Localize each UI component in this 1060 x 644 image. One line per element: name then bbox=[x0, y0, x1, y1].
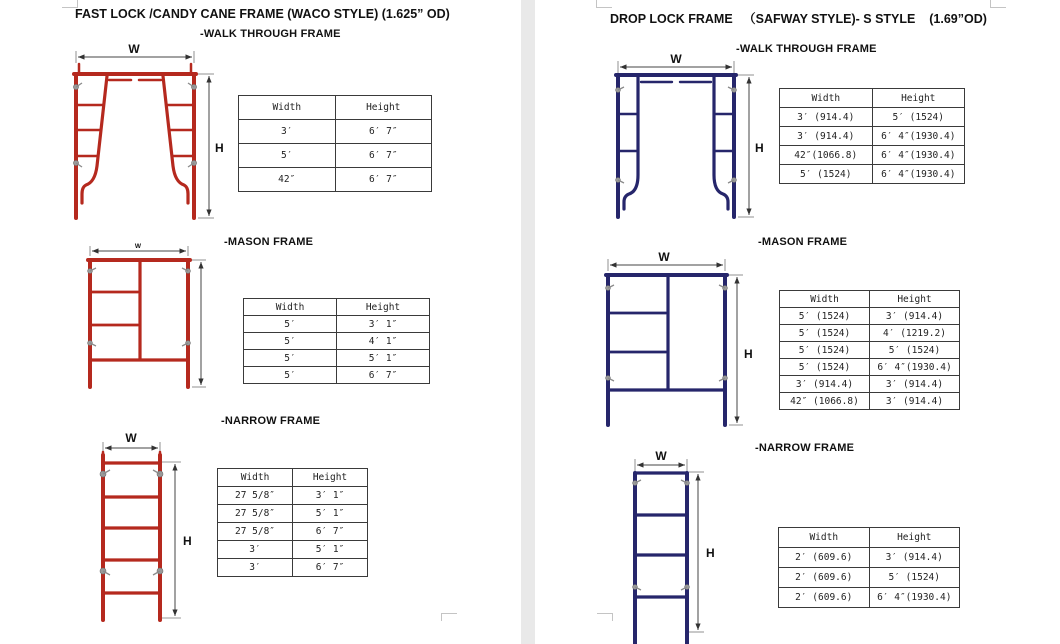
width-dim-label: W bbox=[655, 449, 667, 463]
table-row bbox=[780, 393, 960, 410]
width-dimension bbox=[618, 52, 734, 73]
table-cell: 3′ (914.4) bbox=[780, 127, 873, 146]
right-walkthrough-section-label: -WALK THROUGH FRAME bbox=[736, 43, 877, 55]
table-row bbox=[218, 505, 368, 523]
table-header-cell: Height bbox=[870, 291, 960, 308]
table-cell: 3′ bbox=[239, 120, 336, 144]
height-dimension bbox=[192, 260, 206, 387]
crop-mark bbox=[441, 613, 457, 621]
drop-lock-clamps bbox=[616, 87, 737, 183]
height-dim-label: H bbox=[706, 546, 715, 560]
table-cell: 3′ bbox=[218, 559, 293, 577]
left-walkthrough-section-label: -WALK THROUGH FRAME bbox=[200, 28, 341, 40]
table-header-cell: Width bbox=[244, 299, 337, 316]
table-cell: 5′ (1524) bbox=[869, 568, 960, 588]
table-cell: 6′ 4″(1930.4) bbox=[870, 359, 960, 376]
table-cell: 3′ (914.4) bbox=[870, 308, 960, 325]
left-narrow-section-label: -NARROW FRAME bbox=[221, 415, 321, 427]
table-cell: 5′ bbox=[244, 367, 337, 384]
width-dimension bbox=[608, 250, 725, 271]
width-dim-label: W bbox=[128, 42, 140, 56]
table-row bbox=[780, 127, 965, 146]
table-cell: 5′ (1524) bbox=[780, 165, 873, 184]
table-cell: 6′ 7″ bbox=[335, 120, 432, 144]
table-row bbox=[780, 108, 965, 127]
table-cell: 5′ 1″ bbox=[293, 505, 368, 523]
table-cell: 3′ 1″ bbox=[337, 316, 430, 333]
table-cell: 5′ bbox=[239, 144, 336, 168]
table-cell: 5′ (1524) bbox=[780, 359, 870, 376]
height-dimension bbox=[689, 472, 715, 632]
table-cell: 5′ (1524) bbox=[780, 325, 870, 342]
table-cell: 42″(1066.8) bbox=[780, 146, 873, 165]
table-row bbox=[780, 376, 960, 393]
crop-mark bbox=[990, 0, 1006, 8]
width-dimension bbox=[103, 431, 160, 454]
table-row bbox=[218, 523, 368, 541]
table-cell: 3′ (914.4) bbox=[870, 393, 960, 410]
height-dim-label: H bbox=[744, 347, 753, 361]
height-dim-label: H bbox=[755, 141, 764, 155]
table-row bbox=[239, 96, 432, 120]
frame-structure bbox=[74, 64, 196, 218]
table-cell: 2′ (609.6) bbox=[779, 548, 870, 568]
table-cell: 3′ (914.4) bbox=[780, 108, 873, 127]
table-cell: 4′ (1219.2) bbox=[870, 325, 960, 342]
right-page-title: DROP LOCK FRAME （SAFWAY STYLE)- S STYLE (1.69”OD) bbox=[610, 12, 987, 26]
table-row bbox=[780, 146, 965, 165]
table-cell: 5′ 1″ bbox=[293, 541, 368, 559]
frame-structure bbox=[88, 260, 190, 387]
table-row bbox=[218, 559, 368, 577]
table-cell: 6′ 4″(1930.4) bbox=[872, 127, 965, 146]
width-dimension bbox=[635, 449, 687, 471]
frame-structure bbox=[103, 452, 160, 620]
table-cell: 5′ (1524) bbox=[872, 108, 965, 127]
table-header-cell: Height bbox=[872, 89, 965, 108]
left-narrow-frame-diagram bbox=[88, 428, 210, 624]
table-row bbox=[239, 168, 432, 192]
right-mason-frame-diagram bbox=[600, 248, 770, 428]
table-cell: 5′ bbox=[244, 316, 337, 333]
left-narrow-size-table bbox=[217, 468, 368, 577]
table-header-cell: Width bbox=[780, 291, 870, 308]
table-header-cell: Height bbox=[293, 469, 368, 487]
height-dimension bbox=[162, 462, 192, 618]
table-cell: 3′ 1″ bbox=[293, 487, 368, 505]
table-row bbox=[244, 367, 430, 384]
page-divider bbox=[521, 0, 535, 644]
left-walkthrough-frame-diagram bbox=[62, 42, 227, 224]
table-header-cell: Height bbox=[335, 96, 432, 120]
table-row bbox=[244, 316, 430, 333]
table-cell: 5′ (1524) bbox=[780, 308, 870, 325]
frame-structure bbox=[635, 473, 687, 644]
crop-mark bbox=[597, 613, 613, 621]
table-row bbox=[779, 548, 960, 568]
table-header-cell: Width bbox=[779, 528, 870, 548]
table-cell: 5′ (1524) bbox=[870, 342, 960, 359]
table-cell: 5′ bbox=[244, 333, 337, 350]
table-cell: 6′ 7″ bbox=[335, 144, 432, 168]
table-cell: 6′ 4″(1930.4) bbox=[872, 146, 965, 165]
table-row bbox=[780, 291, 960, 308]
table-cell: 3′ (914.4) bbox=[869, 548, 960, 568]
right-mason-size-table bbox=[779, 290, 960, 410]
frame-structure bbox=[606, 275, 727, 425]
table-header-cell: Width bbox=[780, 89, 873, 108]
height-dimension bbox=[738, 75, 764, 217]
table-cell: 27 5/8″ bbox=[218, 487, 293, 505]
table-row bbox=[779, 568, 960, 588]
table-row bbox=[780, 359, 960, 376]
drop-lock-clamps bbox=[633, 480, 690, 590]
table-cell: 6′ 4″(1930.4) bbox=[869, 588, 960, 608]
table-row bbox=[244, 299, 430, 316]
table-cell: 42″ bbox=[239, 168, 336, 192]
left-page-title: FAST LOCK /CANDY CANE FRAME (WACO STYLE) (1.625” OD) bbox=[75, 7, 450, 21]
height-dimension bbox=[198, 74, 224, 218]
width-dimension bbox=[76, 42, 194, 63]
width-dim-label: W bbox=[134, 243, 142, 250]
width-dimension bbox=[90, 243, 188, 256]
width-dim-label: W bbox=[125, 431, 137, 445]
table-cell: 27 5/8″ bbox=[218, 523, 293, 541]
table-cell: 6′ 4″(1930.4) bbox=[872, 165, 965, 184]
height-dimension bbox=[729, 275, 753, 425]
table-row bbox=[239, 144, 432, 168]
table-row bbox=[780, 89, 965, 108]
table-cell: 27 5/8″ bbox=[218, 505, 293, 523]
table-cell: 6′ 7″ bbox=[337, 367, 430, 384]
table-row bbox=[218, 541, 368, 559]
table-cell: 3′ (914.4) bbox=[870, 376, 960, 393]
table-header-cell: Width bbox=[239, 96, 336, 120]
frame-structure bbox=[616, 75, 736, 217]
right-narrow-size-table bbox=[778, 527, 960, 608]
right-narrow-section-label: -NARROW FRAME bbox=[755, 442, 855, 454]
left-mason-section-label: -MASON FRAME bbox=[224, 236, 314, 248]
table-row bbox=[244, 350, 430, 367]
left-mason-frame-diagram bbox=[66, 240, 214, 392]
table-cell: 5′ bbox=[244, 350, 337, 367]
left-walkthrough-size-table bbox=[238, 95, 432, 192]
table-row bbox=[780, 308, 960, 325]
table-cell: 6′ 7″ bbox=[293, 559, 368, 577]
table-cell: 3′ bbox=[218, 541, 293, 559]
table-cell: 42″ (1066.8) bbox=[780, 393, 870, 410]
table-row bbox=[780, 165, 965, 184]
right-walkthrough-frame-diagram bbox=[598, 53, 770, 225]
crop-mark bbox=[596, 0, 612, 8]
table-row bbox=[239, 120, 432, 144]
right-narrow-frame-diagram bbox=[625, 450, 725, 644]
left-mason-size-table bbox=[243, 298, 430, 384]
drop-lock-clamps bbox=[73, 83, 196, 167]
table-row bbox=[780, 325, 960, 342]
table-header-cell: Height bbox=[869, 528, 960, 548]
table-cell: 2′ (609.6) bbox=[779, 568, 870, 588]
width-dim-label: W bbox=[658, 250, 670, 264]
table-cell: 5′ 1″ bbox=[337, 350, 430, 367]
height-dim-label: H bbox=[215, 141, 224, 155]
table-row bbox=[244, 333, 430, 350]
table-cell: 3′ (914.4) bbox=[780, 376, 870, 393]
table-row bbox=[779, 588, 960, 608]
table-cell: 4′ 1″ bbox=[337, 333, 430, 350]
table-cell: 6′ 7″ bbox=[335, 168, 432, 192]
right-mason-section-label: -MASON FRAME bbox=[758, 236, 848, 248]
table-row bbox=[218, 469, 368, 487]
table-header-cell: Height bbox=[337, 299, 430, 316]
table-cell: 5′ (1524) bbox=[780, 342, 870, 359]
table-row bbox=[779, 528, 960, 548]
table-row bbox=[780, 342, 960, 359]
right-walkthrough-size-table bbox=[779, 88, 965, 184]
table-cell: 2′ (609.6) bbox=[779, 588, 870, 608]
height-dim-label: H bbox=[183, 534, 192, 548]
table-row bbox=[218, 487, 368, 505]
table-cell: 6′ 7″ bbox=[293, 523, 368, 541]
table-header-cell: Width bbox=[218, 469, 293, 487]
width-dim-label: W bbox=[670, 52, 682, 66]
